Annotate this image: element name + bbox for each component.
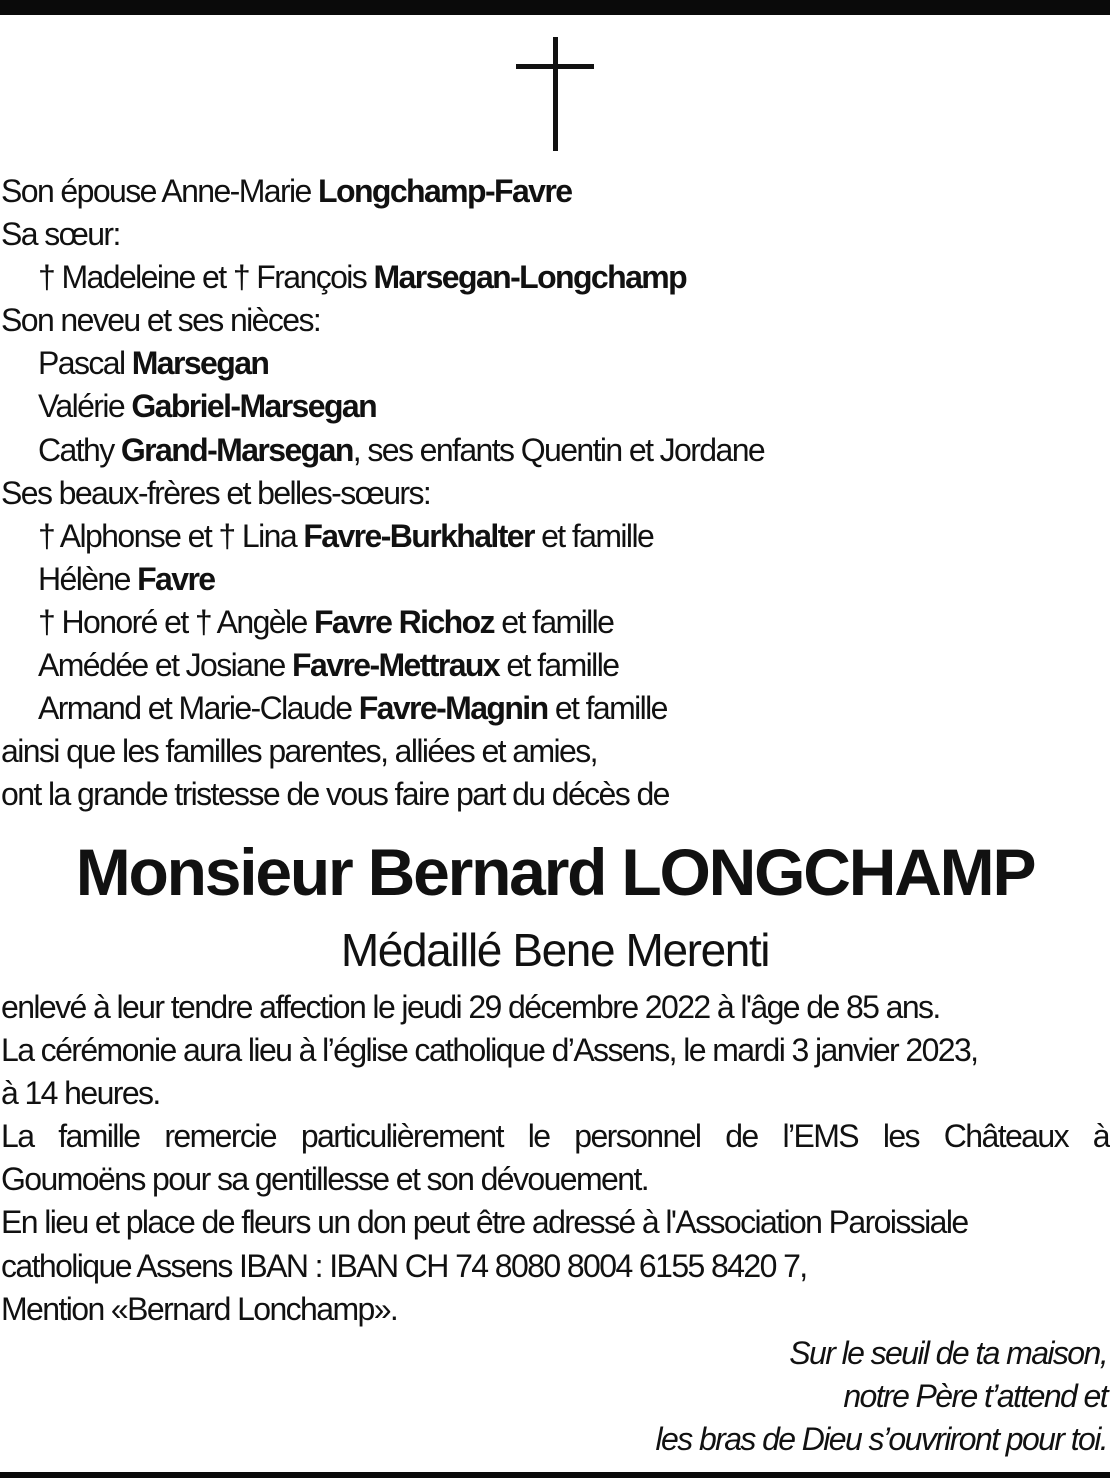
donation-line: En lieu et place de fleurs un don peut être adressé à l'Association Paroissiale [1,1204,968,1241]
nephew-line: Cathy Grand-Marsegan, ses enfants Quentin et Jordane [38,431,765,468]
spouse-line: Son épouse Anne-Marie Longchamp-Favre [1,173,572,209]
inlaw-line: † Honoré et † Angèle Favre Richoz et famille [38,603,614,640]
thanks-line: La famille remercie particulièrement le personnel de l’EMS les Châteaux à [1,1118,1109,1155]
donation-iban-line: catholique Assens IBAN : IBAN CH 74 8080 8004 6155 8420 7, [1,1247,807,1284]
sister-heading: Sa sœur: [1,216,120,253]
cross-icon [516,37,594,151]
announcement-details [1,986,1109,1331]
poem-line: notre Père t’attend et [843,1378,1107,1415]
closing-poem [407,1332,1107,1461]
deceased-name: Monsieur Bernard LONGCHAMP [75,835,1035,909]
ceremony-time-line: à 14 heures. [1,1075,160,1112]
inlaw-line: † Alphonse et † Lina Favre-Burkhalter et famille [38,517,654,554]
sister-line: † Madeleine et † François Marsegan-Longchamp [38,259,687,296]
nephews-heading: Son neveu et ses nièces: [1,302,321,339]
thanks-line-end: Goumoëns pour sa gentillesse et son dévouement. [1,1161,649,1198]
deceased-title: Médaillé Bene Merenti [340,924,770,976]
inlaws-heading: Ses beaux-frères et belles-sœurs: [1,474,431,511]
nephew-line: Valérie Gabriel-Marsegan [38,388,377,425]
nephew-line: Pascal Marsegan [38,345,269,382]
inlaw-line: Armand et Marie-Claude Favre-Magnin et famille [38,690,667,727]
family-list [1,170,1106,816]
closing-line: ainsi que les familles parentes, alliées et amies, [1,733,597,770]
poem-line: Sur le seuil de ta maison, [789,1335,1107,1371]
poem-line: les bras de Dieu s’ouvriront pour toi. [655,1421,1107,1458]
inlaw-line: Amédée et Josiane Favre-Mettraux et famille [38,647,619,684]
inlaw-line: Hélène Favre [38,560,215,597]
donation-mention-line: Mention «Bernard Lonchamp». [1,1290,398,1327]
death-line: enlevé à leur tendre affection le jeudi 29 décembre 2022 à l'âge de 85 ans. [1,989,940,1025]
bottom-rule [0,1472,1110,1478]
top-rule [0,0,1110,15]
ceremony-line: La cérémonie aura lieu à l’église catholique d’Assens, le mardi 3 janvier 2023, [1,1032,978,1069]
closing-line: ont la grande tristesse de vous faire part du décès de [1,776,669,813]
